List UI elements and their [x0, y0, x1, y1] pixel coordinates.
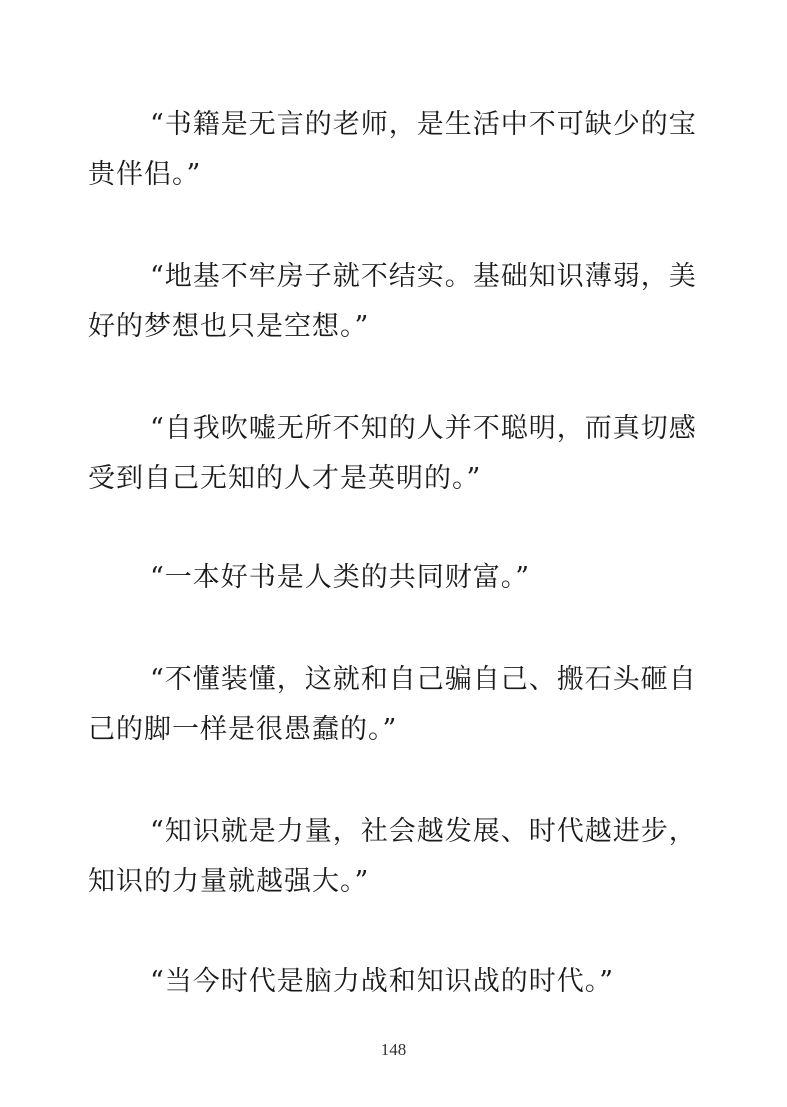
- quote-paragraph: “不懂装懂，这就和自己骗自己、搬石头砸自己的脚一样是很愚蠢的。”: [88, 664, 697, 745]
- quote-paragraph: “当今时代是脑力战和知识战的时代。”: [150, 966, 615, 997]
- quote-paragraph: “知识就是力量，社会越发展、时代越进步，知识的力量就越强大。”: [88, 816, 697, 897]
- page-number: 148: [380, 1040, 407, 1059]
- quote-paragraph: “一本好书是人类的共同财富。”: [150, 562, 531, 593]
- quote-paragraph: “地基不牢房子就不结实。基础知识薄弱，美好的梦想也只是空想。”: [88, 261, 697, 342]
- quote-paragraph: “自我吹嘘无所不知的人并不聪明，而真切感受到自己无知的人才是英明的。”: [88, 413, 697, 494]
- quote-paragraph: “书籍是无言的老师，是生活中不可缺少的宝贵伴侣。”: [88, 109, 697, 190]
